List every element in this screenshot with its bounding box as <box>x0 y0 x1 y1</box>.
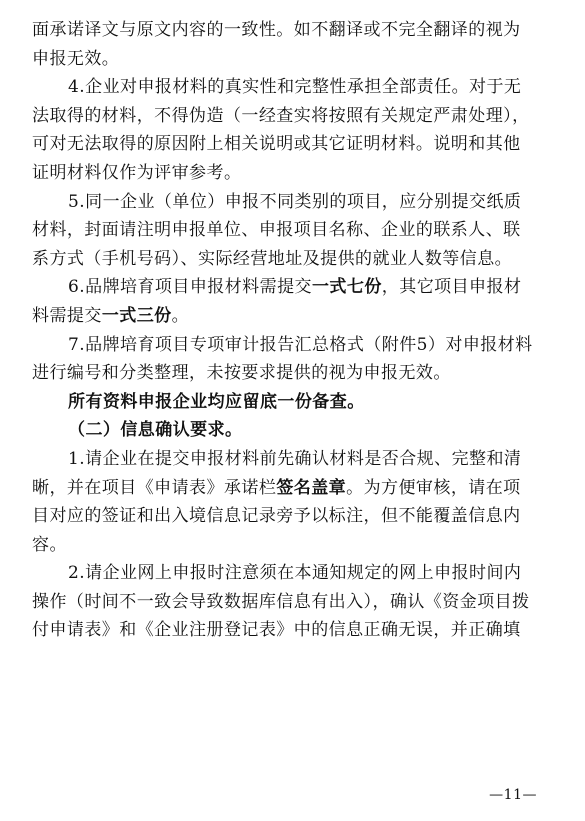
paragraph-line: 目对应的签证和出入境信息记录旁予以标注，但不能覆盖信息内 <box>32 506 521 527</box>
emphasis-copies-seven: 一式七份 <box>311 277 382 298</box>
paragraph-line: 操作（时间不一致会导致数据库信息有出入），确认《资金项目拨 <box>32 591 530 612</box>
paragraph-line: 证明材料仅作为评审参考。 <box>32 162 242 183</box>
text-run: 6.品牌培育项目申报材料需提交 <box>68 277 312 298</box>
paragraph-line: 面承诺译文与原文内容的一致性。如不翻译或不完全翻译的视为 <box>32 20 521 40</box>
text-run: 料需提交 <box>32 305 102 326</box>
emphasis-copies-three: 一式三份 <box>101 305 172 326</box>
text-run: 。为方便审核，请在项 <box>346 477 521 498</box>
emphasis-sign-seal: 签名盖章 <box>276 477 347 498</box>
paragraph-line: 可对无法取得的原因附上相关说明或其它证明材料。说明和其他 <box>32 134 521 155</box>
paragraph-line: 申报无效。 <box>32 48 120 69</box>
page-number: —11— <box>489 787 537 803</box>
paragraph-line: 系方式（手机号码）、实际经营地址及提供的就业人数等信息。 <box>32 248 513 269</box>
paragraph-7-line: 7.品牌培育项目专项审计报告汇总格式（附件5）对申报材料 <box>68 334 533 355</box>
paragraph-2-line: 2.请企业网上申报时注意须在本通知规定的网上申报时间内 <box>68 563 522 584</box>
paragraph-line: 付申请表》和《企业注册登记表》中的信息正确无误，并正确填 <box>32 620 521 641</box>
paragraph-line: 材料，封面请注明申报单位、申报项目名称、企业的联系人、联 <box>32 220 521 241</box>
paragraph-line: 法取得的材料，不得伪造（一经查实将按照有关规定严肃处理）， <box>32 105 530 126</box>
paragraph-5-line: 5.同一企业（单位）申报不同类别的项目，应分别提交纸质 <box>68 191 522 212</box>
text-run: ，其它项目申报材 <box>381 277 522 298</box>
paragraph-line <box>32 302 562 331</box>
paragraph-6-line <box>32 273 562 302</box>
paragraph-line <box>32 474 562 503</box>
paragraph-1-line: 1.请企业在提交申报材料前先确认材料是否合规、完整和清 <box>68 448 522 469</box>
text-run: 。 <box>171 305 190 326</box>
section-heading: （二）信息确认要求。 <box>68 420 243 441</box>
text-run: 晰，并在项目《申请表》承诺栏 <box>32 477 277 498</box>
paragraph-line: 进行编号和分类整理，未按要求提供的视为申报无效。 <box>32 363 451 384</box>
paragraph-line: 容。 <box>32 534 67 555</box>
bold-notice: 所有资料申报企业均应留底一份备查。 <box>68 391 365 412</box>
document-page <box>32 16 562 645</box>
paragraph-4-line: 4.企业对申报材料的真实性和完整性承担全部责任。对于无 <box>68 77 522 98</box>
